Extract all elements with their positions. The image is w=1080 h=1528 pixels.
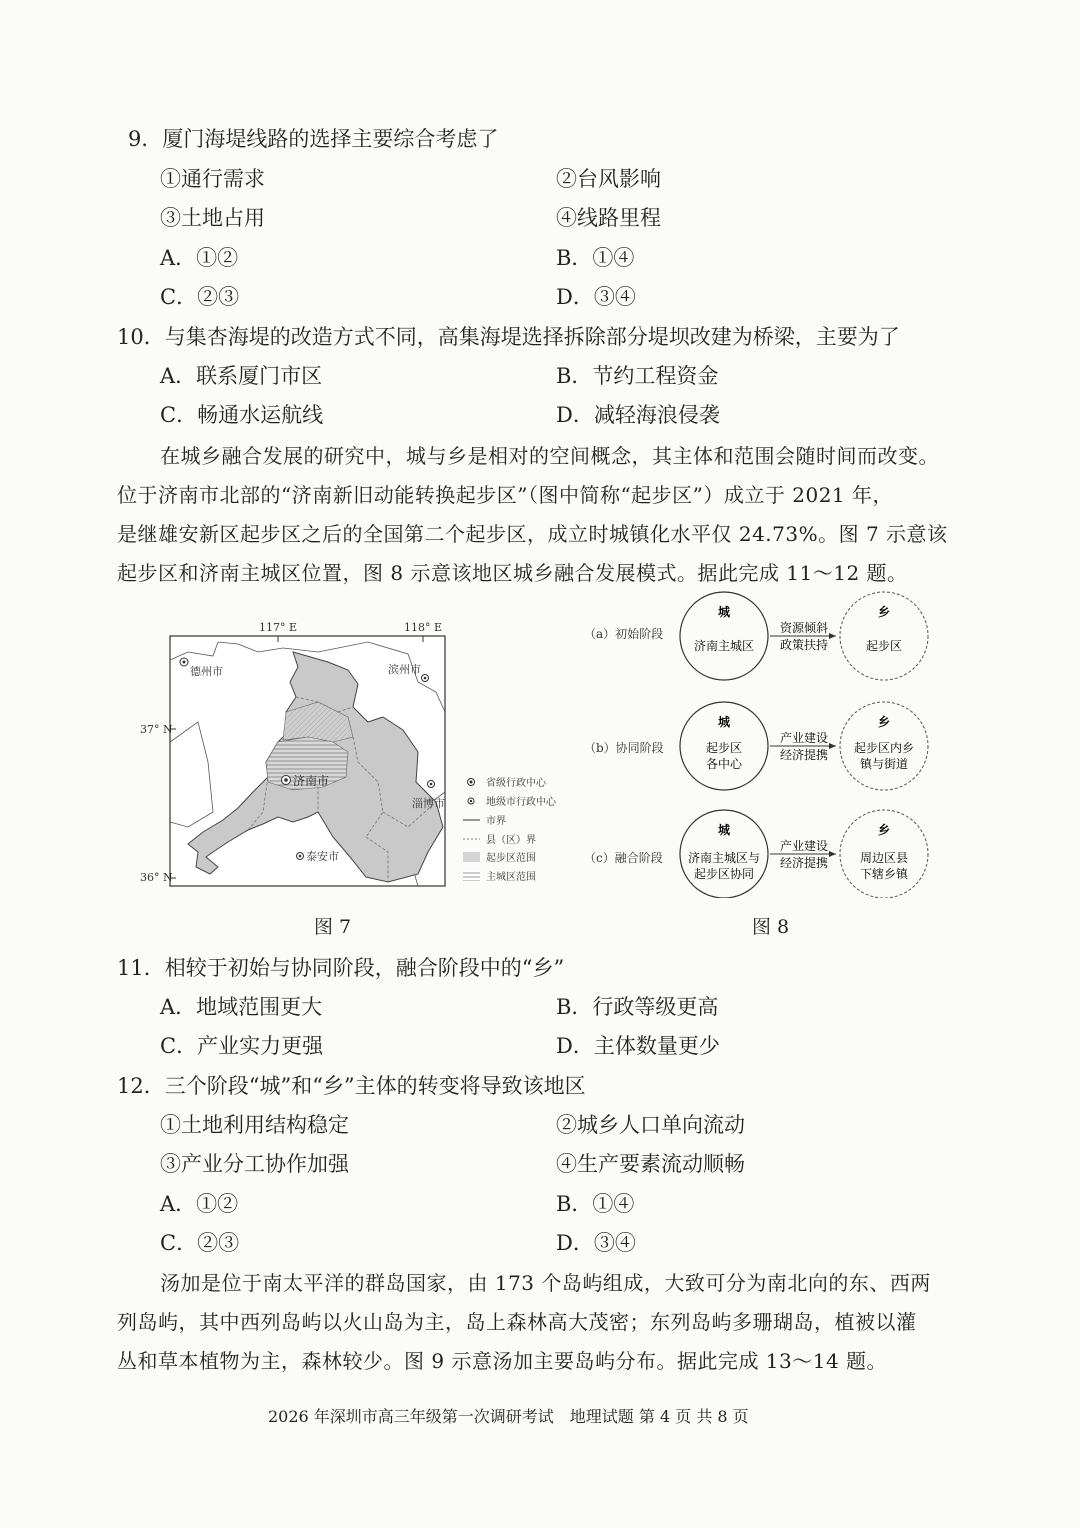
legend-city-border: 市界 [486, 816, 506, 827]
stage-a-rural-title: 乡 [877, 605, 891, 619]
figure-8-caption: 图 8 [752, 916, 790, 938]
stage-b-arrow-line2: 经济提携 [779, 748, 829, 762]
q10-stem: 10．与集杏海堤的改造方式不同，高集海堤选择拆除部分堤坝改建为桥梁，主要为了 [117, 325, 900, 349]
passage2-line-2: 列岛屿，其中西列岛屿以火山岛为主，岛上森林高大茂密；东列岛屿多珊瑚岛，植被以灌 [117, 1310, 917, 1334]
figure-7-map [118, 612, 578, 912]
stage-b-city-title: 城 [717, 715, 731, 729]
q12-option-c[interactable]: C．②③ [160, 1231, 240, 1255]
stage-c-city-line2: 起步区协同 [693, 867, 755, 881]
q10-option-d[interactable]: D．减轻海浪侵袭 [556, 403, 720, 427]
stage-a-city-line1: 济南主城区 [693, 639, 755, 653]
lon-label-118: 118° E [403, 621, 443, 634]
city-taian: 泰安市 [306, 850, 339, 863]
q9-stem: 9．厦门海堤线路的选择主要综合考虑了 [128, 127, 499, 151]
passage1-line-3: 是继雄安新区起步区之后的全国第二个起步区，成立时城镇化水平仅 24.73%。图 7 示意该 [117, 522, 948, 546]
lat-label-37: 37° N [140, 723, 173, 736]
q9-option-c[interactable]: C．②③ [160, 285, 240, 309]
map-legend [463, 776, 557, 883]
passage1-line-2: 位于济南市北部的“济南新旧动能转换起步区”（图中简称“起步区”）成立于 2021 年， [117, 483, 894, 507]
q12-item-3: ③产业分工协作加强 [160, 1152, 349, 1176]
stage-c-rural-line1: 周边区县 [859, 851, 909, 865]
stage-a-arrow-line1: 资源倾斜 [779, 621, 829, 635]
q12-option-a[interactable]: A．①② [160, 1192, 239, 1216]
q10-option-a[interactable]: A．联系厦门市区 [160, 364, 323, 388]
city-dezhou: 德州市 [190, 665, 223, 678]
lat-label-36: 36° N [140, 871, 173, 884]
stage-b [584, 702, 928, 790]
q9-option-d[interactable]: D．③④ [556, 285, 636, 309]
figure-8-diagram [582, 590, 942, 898]
passage2-line-1: 汤加是位于南太平洋的群岛国家，由 173 个岛屿组成，大致可分为南北向的东、西两 [160, 1271, 931, 1295]
page-footer: 2026 年深圳市高三年级第一次调研考试 地理试题 第 4 页 共 8 页 [268, 1407, 749, 1426]
city-zibo: 淄博市 [412, 797, 445, 810]
stage-c-arrow-line2: 经济提携 [779, 856, 829, 870]
passage1-line-1: 在城乡融合发展的研究中，城与乡是相对的空间概念，其主体和范围会随时间而改变。 [160, 444, 939, 468]
legend-prefecture-center: 地级市行政中心 [486, 797, 556, 808]
city-binzhou: 滨州市 [388, 663, 421, 676]
stage-c-city-title: 城 [717, 823, 731, 837]
stage-c [584, 810, 928, 898]
legend-starting-zone: 起步区范围 [486, 853, 536, 864]
stage-b-label: （b）协同阶段 [584, 741, 664, 755]
q11-option-a[interactable]: A．地域范围更大 [160, 995, 323, 1019]
stage-c-label: （c）融合阶段 [584, 851, 663, 865]
q12-option-d[interactable]: D．③④ [556, 1231, 636, 1255]
stage-a-label: （a）初始阶段 [584, 627, 664, 641]
figure-7-caption: 图 7 [314, 916, 352, 938]
q9-item-2: ②台风影响 [556, 167, 661, 191]
q12-stem: 12．三个阶段“城”和“乡”主体的转变将导致该地区 [117, 1074, 586, 1098]
q12-option-b[interactable]: B．①④ [556, 1192, 635, 1216]
q10-option-b[interactable]: B．节约工程资金 [556, 364, 719, 388]
q11-option-b[interactable]: B．行政等级更高 [556, 995, 719, 1019]
q11-stem: 11．相较于初始与协同阶段，融合阶段中的“乡” [117, 956, 565, 980]
stage-a-arrow-line2: 政策扶持 [779, 638, 829, 652]
q9-item-4: ④线路里程 [556, 206, 661, 230]
stage-b-rural-line2: 镇与街道 [859, 757, 909, 771]
stage-b-city-line2: 各中心 [705, 757, 743, 771]
legend-provincial-center: 省级行政中心 [486, 778, 546, 789]
stage-b-city-line1: 起步区 [705, 741, 743, 755]
legend-county-border: 县（区）界 [486, 835, 536, 846]
q12-item-4: ④生产要素流动顺畅 [556, 1152, 745, 1176]
passage2-line-3: 丛和草本植物为主，森林较少。图 9 示意汤加主要岛屿分布。据此完成 13～14 题。 [117, 1349, 888, 1373]
q9-item-1: ①通行需求 [160, 167, 265, 191]
q10-option-c[interactable]: C．畅通水运航线 [160, 403, 324, 427]
q9-option-a[interactable]: A．①② [160, 246, 239, 270]
stage-b-rural-title: 乡 [877, 715, 891, 729]
q9-option-b[interactable]: B．①④ [556, 246, 635, 270]
legend-main-urban: 主城区范围 [486, 872, 536, 883]
q11-option-c[interactable]: C．产业实力更强 [160, 1034, 324, 1058]
q12-item-1: ①土地利用结构稳定 [160, 1113, 349, 1137]
stage-c-arrow-line1: 产业建设 [779, 839, 829, 853]
stage-c-rural-line2: 下辖乡镇 [859, 867, 909, 881]
q12-item-2: ②城乡人口单向流动 [556, 1113, 745, 1137]
q11-option-d[interactable]: D．主体数量更少 [556, 1034, 720, 1058]
stage-a-rural-line1: 起步区 [865, 639, 903, 653]
stage-c-rural-title: 乡 [877, 823, 891, 837]
city-jinan: 济南市 [293, 774, 330, 788]
stage-a [584, 592, 928, 680]
passage1-line-4: 起步区和济南主城区位置，图 8 示意该地区城乡融合发展模式。据此完成 11～12 题。 [117, 561, 908, 585]
stage-c-city-line1: 济南主城区与 [687, 851, 761, 865]
stage-b-arrow-line1: 产业建设 [779, 731, 829, 745]
q9-item-3: ③土地占用 [160, 206, 265, 230]
stage-a-city-title: 城 [717, 605, 731, 619]
lon-label-117: 117° E [258, 621, 298, 634]
stage-b-rural-line1: 起步区内乡 [853, 741, 915, 755]
